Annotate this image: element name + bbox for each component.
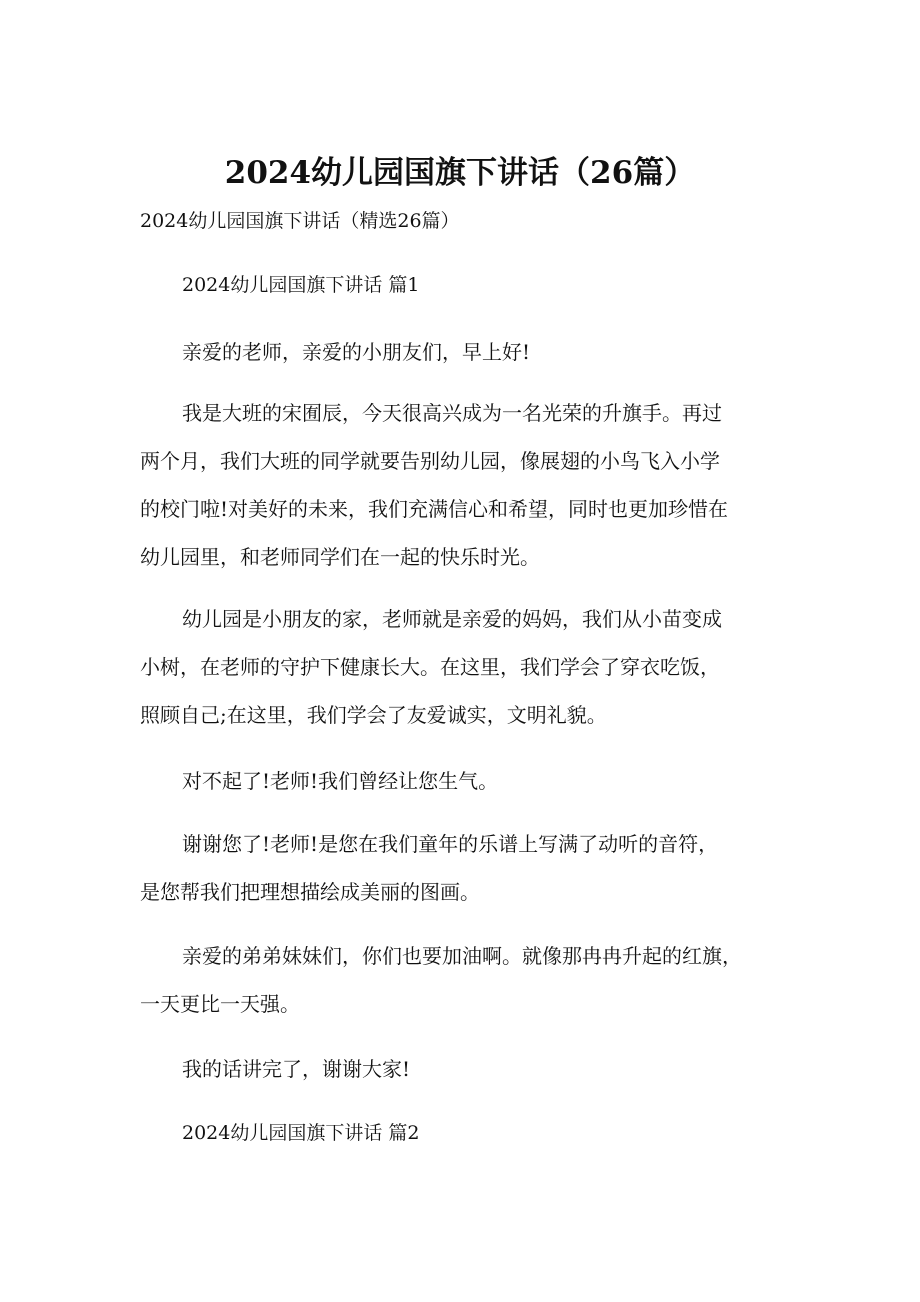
- paragraph-line: 亲爱的老师，亲爱的小朋友们，早上好!: [182, 340, 531, 364]
- paragraph-line: 幼儿园是小朋友的家，老师就是亲爱的妈妈，我们从小苗变成: [182, 607, 722, 631]
- paragraph-line: 亲爱的弟弟妹妹们，你们也要加油啊。就像那冉冉升起的红旗，: [182, 944, 742, 968]
- paragraph-1: [140, 328, 840, 376]
- section-heading-2: 2024幼儿园国旗下讲话 篇2: [182, 1122, 420, 1144]
- paragraph-line: 照顾自己;在这里，我们学会了友爱诚实，文明礼貌。: [140, 703, 607, 727]
- document-title: 2024幼儿园国旗下讲话（26篇）: [224, 155, 696, 191]
- paragraph-line: 两个月，我们大班的同学就要告别幼儿园，像展翅的小鸟飞入小学: [140, 449, 720, 473]
- paragraph-7: [140, 1045, 840, 1093]
- paragraph-2: [140, 389, 840, 581]
- paragraph-line: 小树，在老师的守护下健康长大。在这里，我们学会了穿衣吃饭，: [140, 655, 720, 679]
- paragraph-4: [140, 757, 840, 805]
- paragraph-line: 我是大班的宋囿辰，今天很高兴成为一名光荣的升旗手。再过: [182, 401, 722, 425]
- paragraph-5: [140, 820, 840, 916]
- paragraph-line: 是您帮我们把理想描绘成美丽的图画。: [140, 880, 480, 904]
- document-subtitle: 2024幼儿园国旗下讲话（精选26篇）: [140, 210, 460, 232]
- paragraph-6: [140, 932, 840, 1028]
- section-heading-1: 2024幼儿园国旗下讲话 篇1: [182, 274, 420, 296]
- paragraph-line: 对不起了!老师!我们曾经让您生气。: [182, 769, 499, 793]
- paragraph-line: 幼儿园里，和老师同学们在一起的快乐时光。: [140, 545, 540, 569]
- paragraph-line: 的校门啦!对美好的未来，我们充满信心和希望，同时也更加珍惜在: [140, 497, 729, 521]
- paragraph-line: 我的话讲完了，谢谢大家!: [182, 1057, 411, 1081]
- paragraph-line: 谢谢您了!老师!是您在我们童年的乐谱上写满了动听的音符，: [182, 832, 719, 856]
- paragraph-3: [140, 595, 840, 739]
- paragraph-line: 一天更比一天强。: [140, 992, 300, 1016]
